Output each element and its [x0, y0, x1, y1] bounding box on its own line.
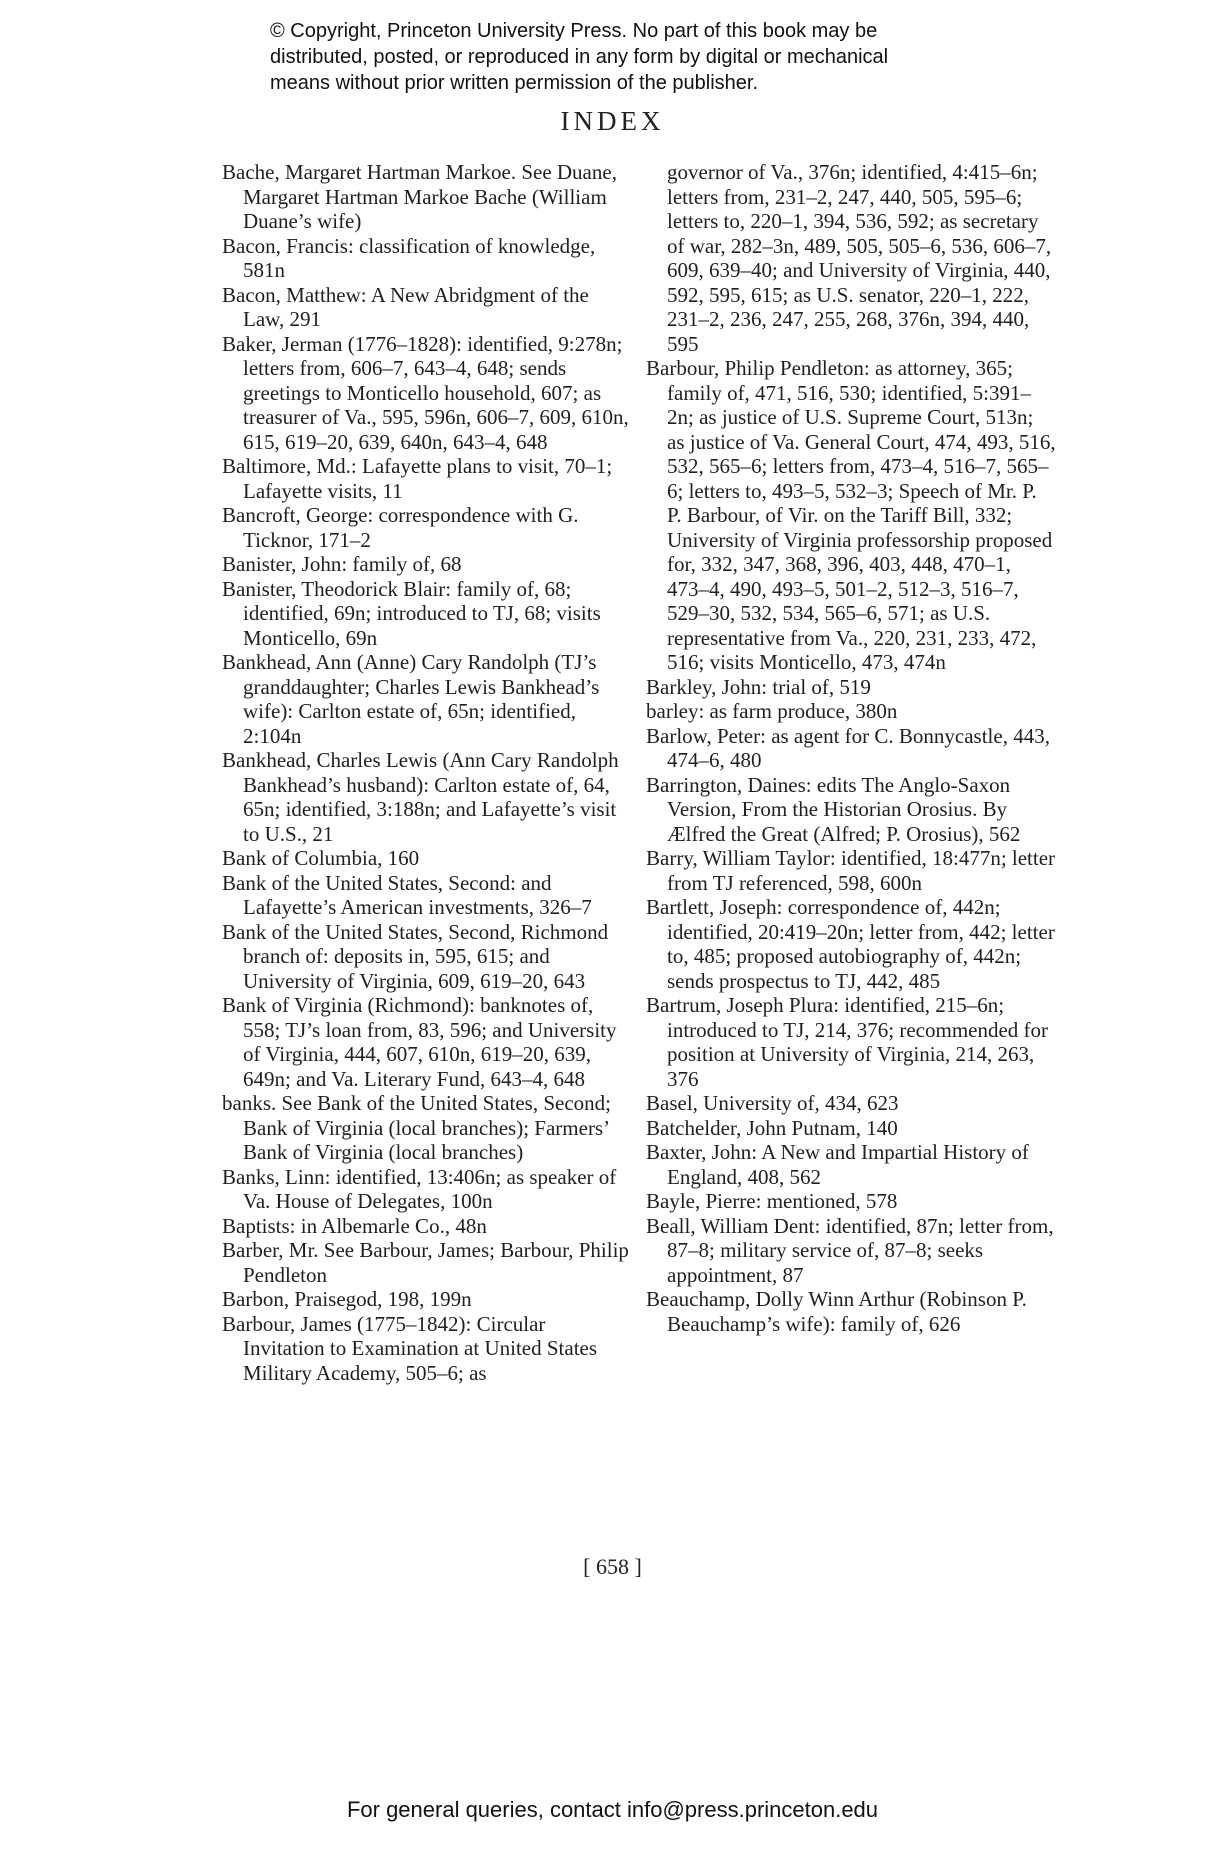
index-entry: Banister, Theodorick Blair: family of, 68; identified, 69n; introduced to TJ, 68; visits Monticello, 69n — [222, 576, 601, 650]
index-entry: Baxter, John: A New and Impartial History of England, 408, 562 — [646, 1140, 1029, 1189]
index-entry: Beall, William Dent: identified, 87n; letter from, 87–8; military service of, 87–8; seeks appointment, 87 — [646, 1213, 1054, 1287]
index-entry: Bartrum, Joseph Plura: identified, 215–6n; introduced to TJ, 214, 376; recommended for position at University of Virginia, 214, 263, 376 — [646, 993, 1049, 1091]
page-number: [ 658 ] — [583, 1554, 642, 1579]
index-entry: barley: as farm produce, 380n — [646, 699, 898, 723]
index-entry: Barlow, Peter: as agent for C. Bonnycastle, 443, 474–6, 480 — [646, 723, 1050, 772]
index-entry: Bache, Margaret Hartman Markoe. See Duane, Margaret Hartman Markoe Bache (William Duane’s wife) — [222, 160, 617, 233]
index-entry: Bacon, Francis: classification of knowledge, 581n — [222, 233, 596, 282]
index-entry: Baltimore, Md.: Lafayette plans to visit, 70–1; Lafayette visits, 11 — [222, 454, 613, 503]
index-entry: Bancroft, George: correspondence with G. Ticknor, 171–2 — [222, 503, 579, 552]
index-entry: Banks, Linn: identified, 13:406n; as speaker of Va. House of Delegates, 100n — [222, 1164, 617, 1213]
index-entry: Barkley, John: trial of, 519 — [646, 674, 871, 699]
index-entry: Banister, John: family of, 68 — [222, 552, 462, 576]
index-column-right — [646, 160, 1056, 1336]
index-entry: Bayle, Pierre: mentioned, 578 — [646, 1189, 898, 1213]
index-entry: Bankhead, Charles Lewis (Ann Cary Randolph Bankhead’s husband): Carlton estate of, 64, 65n; identified, 3:188n; and Lafayette’s visit to U.S., 21 — [222, 748, 619, 846]
index-entry: Baker, Jerman (1776–1828): identified, 9:278n; letters from, 606–7, 643–4, 648; sends greetings to Monticello household, 607; as treasurer of Va., 595, 596n, 606–7, 609, 610n, 615, 619–20, 639, 640n, 643–4, 648 — [222, 331, 629, 454]
copyright-line: © Copyright, Princeton University Press. No part of this book may be — [270, 20, 878, 42]
index-entry: Beauchamp, Dolly Winn Arthur (Robinson P. Beauchamp’s wife): family of, 626 — [646, 1287, 1027, 1336]
index-entry: Bankhead, Ann (Anne) Cary Randolph (TJ’s granddaughter; Charles Lewis Bankhead’s wife): Carlton estate of, 65n; identified, 2:104n — [222, 650, 600, 748]
copyright-line: distributed, posted, or reproduced in any form by digital or mechanical — [270, 46, 889, 68]
index-entry: Bacon, Matthew: A New Abridgment of the Law, 291 — [222, 282, 589, 331]
copyright-line: means without prior written permission of the publisher. — [270, 72, 759, 94]
index-entry: Bank of Virginia (Richmond): banknotes of, 558; TJ’s loan from, 83, 596; and University of Virginia, 444, 607, 610n, 619–20, 639, 649n; and Va. Literary Fund, 643–4, 648 — [222, 993, 617, 1091]
index-entry: Basel, University of, 434, 623 — [646, 1091, 899, 1115]
index-entry: Barbour, James (1775–1842): Circular Invitation to Examination at United States Military Academy, 505–6; as — [222, 1311, 598, 1385]
footer-contact: For general queries, contact info@press.princeton.edu — [346, 1797, 879, 1822]
index-column-left — [222, 160, 632, 1385]
index-entry: Barrington, Daines: edits The Anglo-Saxon Version, From the Historian Orosius. By Ælfred the Great (Alfred; P. Orosius), 562 — [646, 772, 1021, 846]
index-entry: Barbour, Philip Pendleton: as attorney, 365; family of, 471, 516, 530; identified, 5:391–2n; as justice of U.S. Supreme Court, 513n; as justice of Va. General Court, 474, 493, 516, 532, 565–6; letters from, 473–4, 516–7, 565–6; letters to, 493–5, 532–3; Speech of Mr. P. P. Barbour, of Vir. on the Tariff Bill, 332; University of Virginia professorship proposed for, 332, 347, 368, 396, 403, 448, 470–1, 473–4, 490, 493–5, 501–2, 512–3, 516–7, 529–30, 532, 534, 565–6, 571; as U.S. representative from Va., 220, 231, 233, 472, 516; visits Monticello, 473, 474n — [646, 356, 1056, 674]
index-entry: Batchelder, John Putnam, 140 — [646, 1115, 898, 1140]
index-entry: Barber, Mr. See Barbour, James; Barbour, Philip Pendleton — [222, 1238, 629, 1287]
index-entry: Barbon, Praisegod, 198, 199n — [222, 1287, 472, 1311]
index-entry: banks. See Bank of the United States, Second; Bank of Virginia (local branches); Farmers’ Bank of Virginia (local branches) — [222, 1091, 612, 1164]
index-entry: Baptists: in Albemarle Co., 48n — [222, 1213, 487, 1238]
index-entry: Barry, William Taylor: identified, 18:477n; letter from TJ referenced, 598, 600n — [646, 846, 1056, 895]
index-entry: Bank of the United States, Second: and Lafayette’s American investments, 326–7 — [222, 870, 592, 919]
copyright-notice — [270, 18, 1010, 96]
index-entry: Bartlett, Joseph: correspondence of, 442n; identified, 20:419–20n; letter from, 442; letter to, 485; proposed autobiography of, 442n; sends prospectus to TJ, 442, 485 — [646, 895, 1055, 993]
index-entry: Bank of the United States, Second, Richmond branch of: deposits in, 595, 615; and University of Virginia, 609, 619–20, 643 — [222, 919, 609, 993]
index-entry-continuation: governor of Va., 376n; identified, 4:415–6n; letters from, 231–2, 247, 440, 505, 595–6; letters to, 220–1, 394, 536, 592; as secretary of war, 282–3n, 489, 505, 505–6, 536, 606–7, 609, 639–40; and University of Virginia, 440, 592, 595, 615; as U.S. senator, 220–1, 222, 231–2, 236, 247, 255, 268, 376n, 394, 440, 595 — [667, 160, 1052, 356]
page-title: INDEX — [560, 106, 665, 136]
index-entry: Bank of Columbia, 160 — [222, 846, 420, 870]
